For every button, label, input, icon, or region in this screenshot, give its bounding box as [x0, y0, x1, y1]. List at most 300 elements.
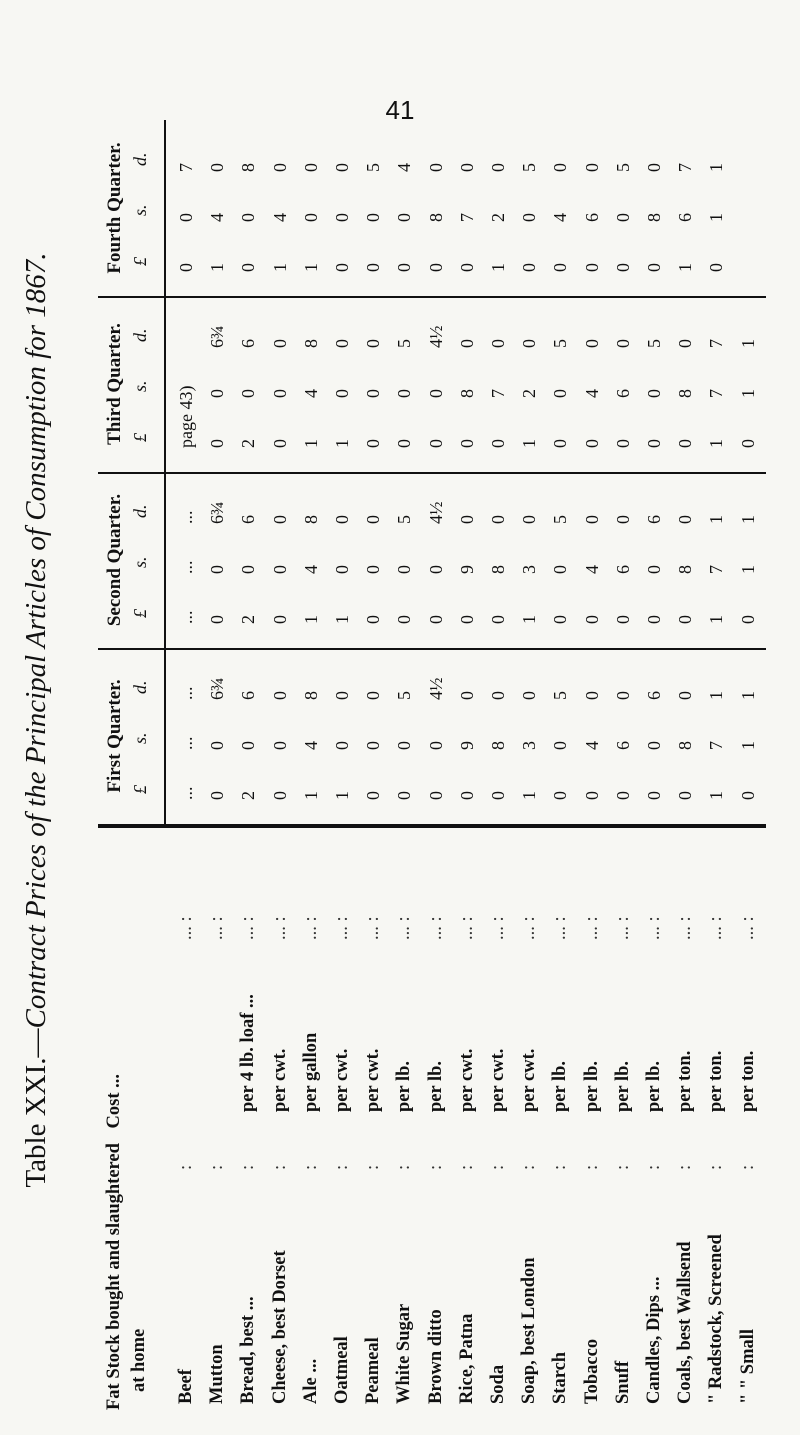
price-cell: 0 [425, 263, 446, 272]
price-cell: 0 [425, 741, 446, 750]
leader-dots: ... : [737, 916, 758, 940]
price-cell: 0 [425, 439, 446, 448]
caption-prefix: Table XXI.— [20, 1028, 52, 1188]
price-cell: ... [176, 686, 196, 700]
leader-dots: : [269, 1164, 290, 1170]
quarter-column [98, 120, 766, 298]
price-cell: 0 [675, 515, 696, 524]
price-cell: 0 [332, 389, 352, 398]
price-cell: 7 [456, 213, 477, 222]
quarter-column [98, 648, 766, 826]
price-cell: 0 [363, 213, 384, 222]
price-cell: 1 [737, 389, 758, 398]
price-cell: 1 [300, 263, 321, 272]
article-name: Oatmeal [332, 1336, 352, 1404]
price-cell: 0 [207, 791, 228, 800]
price-cell: 0 [612, 691, 633, 700]
unit-label: per ton. [706, 1050, 727, 1112]
price-cell: 0 [456, 691, 477, 700]
price-cell: 0 [581, 439, 602, 448]
price-cell: 0 [269, 741, 290, 750]
price-cell: 0 [363, 515, 384, 524]
unit-header-pounds: £ [130, 609, 150, 618]
price-cell: 9 [456, 741, 477, 750]
price-cell: 4 [300, 741, 321, 750]
price-cell: 5 [394, 691, 415, 700]
leader-dots: : [488, 1164, 508, 1170]
price-cell: 0 [675, 791, 696, 800]
unit-label: per lb. [550, 1060, 571, 1112]
unit-header-pounds: £ [130, 257, 150, 266]
price-cell: 0 [269, 339, 290, 348]
table-caption [20, 40, 53, 1400]
price-cell: 0 [519, 339, 540, 348]
leader-dots: : [612, 1164, 633, 1170]
price-cell: 8 [675, 389, 696, 398]
unit-header-pence: d. [130, 328, 150, 342]
unit-header-pence: d. [130, 152, 150, 166]
table-row [550, 828, 583, 1410]
price-cell: 0 [269, 791, 290, 800]
table-row [675, 828, 708, 1410]
price-cell: 0 [612, 263, 633, 272]
unit-label: per cwt. [456, 1048, 477, 1112]
price-cell: 1 [706, 791, 727, 800]
price-cell: 0 [581, 791, 602, 800]
price-cell: 0 [737, 615, 758, 624]
price-cell: 0 [363, 791, 384, 800]
leader-dots: ... : [612, 916, 633, 940]
table-row [426, 828, 459, 1410]
price-cell: 0 [456, 515, 477, 524]
price-cell: 0 [207, 741, 228, 750]
price-cell: 0 [675, 691, 696, 700]
price-cell: 0 [612, 339, 633, 348]
price-cell: 1 [706, 213, 727, 222]
header-rule [164, 120, 166, 296]
price-cell: 1 [737, 339, 758, 348]
table-row [332, 828, 365, 1410]
price-cell: 0 [269, 691, 290, 700]
price-cell: ... [176, 510, 196, 524]
price-cell: 0 [394, 791, 415, 800]
price-cell: 8 [675, 741, 696, 750]
unit-header-shillings: s. [130, 556, 150, 568]
price-cell: 0 [394, 213, 415, 222]
price-cell: 0 [488, 615, 508, 624]
header-rule [164, 648, 166, 824]
price-cell: 5 [644, 339, 664, 348]
price-cell: 0 [363, 439, 384, 448]
leader-dots: : [644, 1164, 664, 1170]
price-cell: 1 [332, 439, 352, 448]
price-cell: 6 [612, 389, 633, 398]
price-cell: 7 [488, 389, 508, 398]
price-cell: 0 [425, 615, 446, 624]
price-cell: 0 [581, 263, 602, 272]
table-row [706, 828, 739, 1410]
price-cell: 0 [176, 213, 196, 222]
price-cell: 8 [300, 339, 321, 348]
article-name: Snuff [612, 1360, 633, 1404]
article-name: Bread, best ... [238, 1296, 259, 1404]
price-cell: 1 [300, 439, 321, 448]
price-cell: 0 [737, 439, 758, 448]
price-cell: 8 [675, 565, 696, 574]
price-cell: 0 [207, 389, 228, 398]
stock-header-line2: at home [129, 1328, 149, 1392]
leader-dots: : [176, 1164, 196, 1170]
price-cell: 0 [363, 565, 384, 574]
column-rule [98, 826, 766, 828]
unit-label: per 4 lb. loaf ... [238, 994, 259, 1112]
article-name: Tobacco [581, 1338, 602, 1404]
price-cell: 0 [581, 691, 602, 700]
unit-header-pence: d. [130, 504, 150, 518]
price-cell: 0 [612, 515, 633, 524]
price-cell: 0 [269, 163, 290, 172]
price-cell: 2 [238, 791, 259, 800]
header-rule [164, 472, 166, 648]
price-cell: 7 [706, 741, 727, 750]
price-cell: 0 [644, 791, 664, 800]
quarter-column [98, 296, 766, 474]
article-name: Peameal [363, 1337, 384, 1404]
price-cell: 7 [706, 339, 727, 348]
price-cell: 0 [269, 615, 290, 624]
price-cell: 0 [519, 515, 540, 524]
table-row [238, 828, 271, 1410]
article-name: Cheese, best Dorset [269, 1250, 290, 1404]
price-cell: 4 [207, 213, 228, 222]
article-name: Candles, Dips ... [644, 1276, 664, 1404]
price-cell: 0 [488, 791, 508, 800]
price-cell: 0 [550, 263, 571, 272]
price-cell: 0 [332, 515, 352, 524]
leader-dots: : [238, 1164, 259, 1170]
leader-dots: ... : [238, 916, 259, 940]
price-cell: 0 [519, 213, 540, 222]
stock-header-line1: Fat Stock bought and slaughtered [104, 1143, 124, 1410]
price-cell: 0 [176, 263, 196, 272]
price-cell: 0 [207, 565, 228, 574]
price-cell: 0 [550, 565, 571, 574]
price-cell: 0 [363, 741, 384, 750]
price-cell: 4 [300, 389, 321, 398]
price-cell: 0 [394, 263, 415, 272]
unit-label: per lb. [612, 1060, 633, 1112]
quarter-title: First Quarter. [104, 679, 125, 793]
price-cell: 0 [300, 163, 321, 172]
table-row [301, 828, 334, 1410]
price-cell: 2 [238, 615, 259, 624]
price-cell: 5 [519, 163, 540, 172]
price-cell: 0 [612, 615, 633, 624]
unit-label: per gallon [300, 1032, 321, 1112]
article-name: " Radstock, Screened [706, 1234, 727, 1404]
price-cell: 1 [737, 691, 758, 700]
price-cell: 0 [550, 439, 571, 448]
price-cell: 1 [675, 263, 696, 272]
table-row [394, 828, 427, 1410]
article-name: Soda [488, 1364, 508, 1404]
header-rule [164, 296, 166, 472]
quarter-column [98, 472, 766, 650]
price-cell: 0 [332, 263, 352, 272]
price-cell: 0 [332, 213, 352, 222]
leader-dots: ... : [644, 916, 664, 940]
price-cell: 4½ [425, 325, 446, 348]
price-cell: 0 [675, 439, 696, 448]
price-cell: 3 [519, 741, 540, 750]
unit-header-shillings: s. [130, 380, 150, 392]
price-cell: 0 [456, 163, 477, 172]
leader-dots: : [300, 1164, 321, 1170]
price-cell: 1 [706, 163, 727, 172]
price-cell: 7 [706, 389, 727, 398]
price-cell: 0 [644, 565, 664, 574]
price-cell: 0 [581, 615, 602, 624]
price-cell: 0 [394, 389, 415, 398]
leader-dots: : [332, 1164, 352, 1170]
price-cell: 0 [269, 565, 290, 574]
price-cell: 0 [269, 439, 290, 448]
price-cell: 0 [456, 263, 477, 272]
leader-dots: ... : [581, 916, 602, 940]
unit-label: per cwt. [363, 1048, 384, 1112]
leader-dots: ... : [207, 916, 228, 940]
price-cell: 6 [238, 691, 259, 700]
price-cell: 5 [394, 339, 415, 348]
price-cell: ... [176, 610, 196, 624]
price-cell: 3 [519, 565, 540, 574]
unit-label: per ton. [675, 1050, 696, 1112]
price-cell: 2 [488, 213, 508, 222]
table-row [738, 828, 771, 1410]
price-cell: 1 [706, 439, 727, 448]
price-cell: 0 [488, 339, 508, 348]
price-cell: 0 [394, 615, 415, 624]
leader-dots: ... : [550, 916, 571, 940]
caption-title: Contract Prices of the Principal Articles of Consumption for 1867. [20, 252, 52, 1029]
leader-dots: ... : [456, 916, 477, 940]
price-cell: 0 [238, 389, 259, 398]
price-cell: 0 [363, 691, 384, 700]
leader-dots: ... : [425, 916, 446, 940]
price-cell: 8 [425, 213, 446, 222]
price-cell: 8 [300, 515, 321, 524]
price-cell: 0 [332, 691, 352, 700]
price-cell: 0 [675, 615, 696, 624]
table-row [457, 828, 490, 1410]
price-cell: 5 [550, 339, 571, 348]
price-cell: 0 [425, 565, 446, 574]
price-cell: 0 [612, 791, 633, 800]
price-cell: 1 [300, 791, 321, 800]
price-cell: 0 [332, 565, 352, 574]
price-cell: ... [176, 736, 196, 750]
price-cell: 7 [675, 163, 696, 172]
leader-dots: ... : [394, 916, 415, 940]
price-cell: 1 [207, 263, 228, 272]
price-cell: 4½ [425, 677, 446, 700]
price-cell: 4 [581, 389, 602, 398]
price-cell: 0 [207, 439, 228, 448]
price-cell: 0 [238, 741, 259, 750]
price-cell: 0 [550, 389, 571, 398]
price-cell: 1 [737, 741, 758, 750]
price-cell: 0 [238, 263, 259, 272]
price-cell: 0 [550, 741, 571, 750]
leader-dots: ... : [488, 916, 508, 940]
price-cell: 1 [737, 565, 758, 574]
price-cell: 0 [675, 339, 696, 348]
price-cell: 8 [238, 163, 259, 172]
price-cell: 4 [581, 565, 602, 574]
price-cell: 0 [644, 439, 664, 448]
leader-dots: : [706, 1164, 727, 1170]
price-cell: 1 [269, 263, 290, 272]
leader-dots: : [519, 1164, 540, 1170]
table-row [519, 828, 552, 1410]
leader-dots: : [737, 1164, 758, 1170]
leader-dots: ... : [363, 916, 384, 940]
unit-label: per cwt. [519, 1048, 540, 1112]
price-cell: 0 [550, 791, 571, 800]
price-cell: 1 [300, 615, 321, 624]
leader-dots: ... : [300, 916, 321, 940]
article-name: White Sugar [394, 1303, 415, 1404]
price-cell: 0 [394, 741, 415, 750]
price-cell: 0 [238, 565, 259, 574]
unit-label: per lb. [394, 1060, 415, 1112]
price-cell: 4 [550, 213, 571, 222]
price-cell: 0 [425, 163, 446, 172]
leader-dots: ... : [675, 916, 696, 940]
price-cell: 1 [519, 615, 540, 624]
price-cell: 0 [488, 163, 508, 172]
unit-label: per ton. [737, 1050, 758, 1112]
price-cell: 0 [394, 565, 415, 574]
table-row [613, 828, 646, 1410]
price-cell: 0 [581, 163, 602, 172]
leader-dots: : [207, 1164, 228, 1170]
price-cell: 0 [456, 339, 477, 348]
price-cell: 0 [488, 515, 508, 524]
price-cell: 2 [519, 389, 540, 398]
table-row [207, 828, 240, 1410]
article-name: Mutton [207, 1344, 228, 1404]
unit-label: per cwt. [332, 1048, 352, 1112]
article-name: Rice, Patna [456, 1313, 477, 1404]
price-cell: 6 [644, 691, 664, 700]
article-name: Coals, best Wallsend [675, 1241, 696, 1404]
table-row [363, 828, 396, 1410]
price-cell: 1 [488, 263, 508, 272]
price-cell: 6 [612, 565, 633, 574]
unit-header-pounds: £ [130, 433, 150, 442]
price-cell: 0 [519, 263, 540, 272]
price-cell: 6 [238, 515, 259, 524]
price-cell: 4½ [425, 501, 446, 524]
article-name: Beef [176, 1369, 196, 1404]
table-row [582, 828, 615, 1410]
price-cell: page 43) [176, 385, 196, 448]
price-cell: 8 [300, 691, 321, 700]
price-cell: 4 [581, 741, 602, 750]
leader-dots: ... : [332, 916, 352, 940]
price-cell: ... [176, 560, 196, 574]
price-cell: 1 [737, 515, 758, 524]
price-cell: 0 [363, 339, 384, 348]
leader-dots: ... : [176, 916, 196, 940]
price-cell: 6¾ [207, 501, 228, 524]
price-cell: 5 [550, 691, 571, 700]
price-cell: 0 [550, 615, 571, 624]
quarter-title: Fourth Quarter. [104, 142, 125, 274]
price-cell: 0 [737, 791, 758, 800]
unit-header-shillings: s. [130, 204, 150, 216]
unit-label: per cwt. [488, 1048, 508, 1112]
unit-header-shillings: s. [130, 732, 150, 744]
price-cell: 1 [332, 615, 352, 624]
price-cell: 6¾ [207, 325, 228, 348]
price-cell: 0 [550, 163, 571, 172]
table-row [644, 828, 677, 1410]
price-cell: 7 [706, 565, 727, 574]
price-cell: 0 [207, 615, 228, 624]
price-cell: 0 [644, 163, 664, 172]
price-cell: 0 [644, 615, 664, 624]
stock-header [104, 828, 125, 1410]
quarter-title: Third Quarter. [104, 323, 125, 445]
article-name: Ale ... [300, 1358, 321, 1404]
article-name: Soap, best London [519, 1257, 540, 1404]
price-cell: 8 [644, 213, 664, 222]
price-cell: 0 [488, 691, 508, 700]
leader-dots: : [363, 1164, 384, 1170]
table-row [488, 828, 521, 1410]
price-table [98, 120, 766, 1410]
page-number: 41 [385, 95, 415, 125]
price-cell: 1 [706, 615, 727, 624]
leader-dots: : [581, 1164, 602, 1170]
price-cell: 4 [269, 213, 290, 222]
price-cell: 0 [363, 615, 384, 624]
price-cell: 0 [456, 615, 477, 624]
article-name: Brown ditto [425, 1309, 446, 1404]
table-row [176, 828, 209, 1410]
leader-dots: : [394, 1164, 415, 1170]
price-cell: 1 [706, 691, 727, 700]
price-cell: 4 [394, 163, 415, 172]
unit-label: per lb. [425, 1060, 446, 1112]
price-cell: 5 [363, 163, 384, 172]
unit-label: per cwt. [269, 1048, 290, 1112]
price-cell: 4 [300, 565, 321, 574]
price-cell: 6 [612, 741, 633, 750]
price-cell: 0 [363, 389, 384, 398]
price-cell: 5 [394, 515, 415, 524]
price-cell: 5 [612, 163, 633, 172]
price-cell: 6¾ [207, 677, 228, 700]
article-name: " " Small [737, 1328, 758, 1404]
price-cell: 7 [176, 163, 196, 172]
price-cell: 1 [706, 515, 727, 524]
price-cell: 0 [612, 213, 633, 222]
unit-header-pounds: £ [130, 785, 150, 794]
price-cell: 0 [332, 163, 352, 172]
